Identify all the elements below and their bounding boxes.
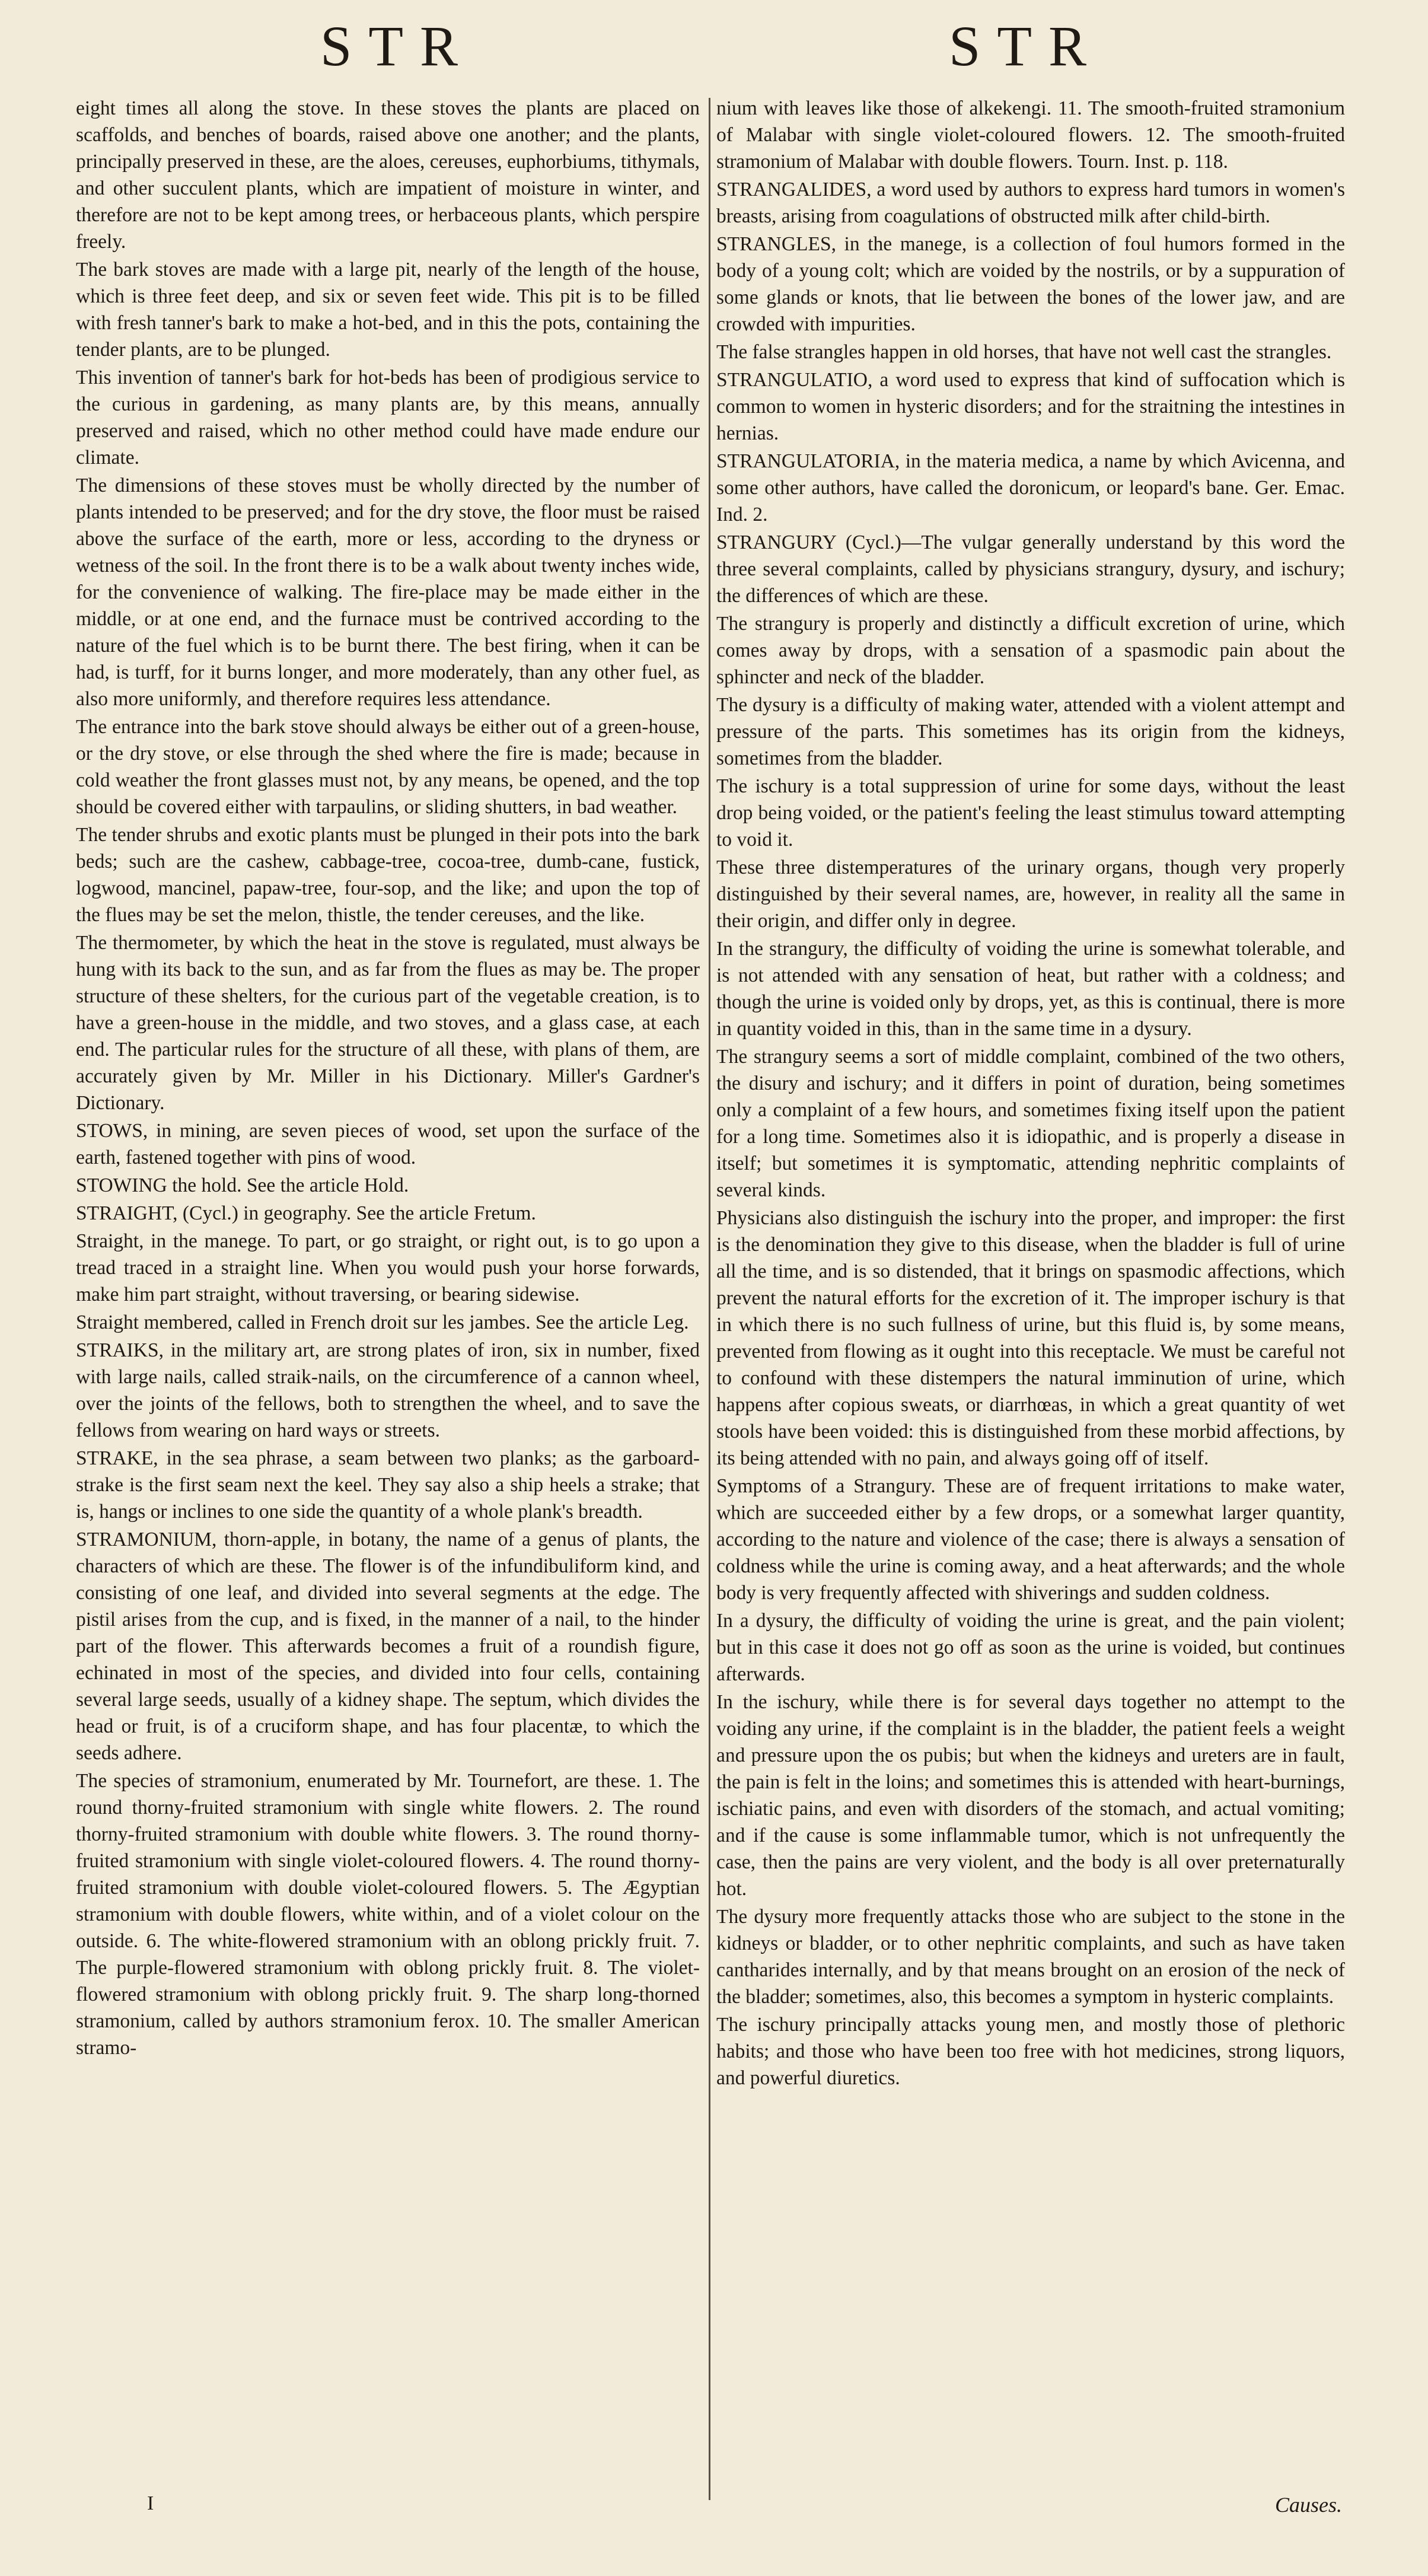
signature-mark: I	[147, 2492, 154, 2514]
paragraph: The dimensions of these stoves must be wholly directed by the number of plants intended to be preserved; and for the dry stove, the floor must be raised above the surface of the earth, more or less, according to the dryness or wetness of the soil. In the front there is to be a walk about twenty inches wide, for the convenience of walking. The fire-place may be made either in the middle, or at one end, and the furnace must be contrived according to the nature of the fuel which is to be burnt there. The best firing, when it can be had, is turff, for it burns longer, and more moderately, than any other fuel, as also more uniformly, and therefore requires less attendance.	[76, 475, 700, 710]
entry-strake: STRAKE, in the sea phrase, a seam between two planks; as the garboard-strake is the first seam next the keel. They say also a ship heels a strake; that is, hangs or inclines to one side the quantity of a whole plank's breadth.	[76, 1447, 700, 1523]
paragraph: The strangury is properly and distinctly a difficult excretion of urine, which comes away by drops, with a sensation of a spasmodic pain about the sphincter and neck of the bladder.	[716, 613, 1345, 688]
entry-straight-manege: Straight, in the manege. To part, or go straight, or right out, is to go upon a tread traced in a straight line. When you would push your horse forwards, make him part straight, without traversing, or bearing sidewise.	[76, 1230, 700, 1305]
paragraph: In a dysury, the difficulty of voiding the urine is great, and the pain violent; but in this case it does not go off as soon as the urine is voided, but continues afterwards.	[716, 1610, 1345, 1685]
paragraph: The ischury principally attacks young men, and mostly those of plethoric habits; and those who have been too free with hot medicines, strong liquors, and powerful diuretics.	[716, 2014, 1345, 2089]
paragraph: The dysury is a difficulty of making water, attended with a violent attempt and pressure of the parts. This sometimes has its origin from the kidneys, sometimes from the bladder.	[716, 694, 1345, 769]
left-column	[76, 95, 700, 2062]
running-header	[0, 13, 1428, 102]
paragraph: The entrance into the bark stove should always be either out of a green-house, or the dry stove, or else through the shed where the fire is made; because in cold weather the front glasses must not, by any means, be opened, and the top should be covered either with tarpaulins, or sliding shutters, in bad weather.	[76, 716, 700, 818]
entry-straiks: STRAIKS, in the military art, are strong plates of iron, six in number, fixed with large nails, called straik-nails, on the circumference of a cannon wheel, over the joints of the fellows, both to strengthen the wheel, and to save the fellows from wearing on hard ways or streets.	[76, 1339, 700, 1441]
paragraph: Symptoms of a Strangury. These are of frequent irritations to make water, which are succeeded either by a few drops, or a somewhat larger quantity, according to the nature and violence of the case; there is always a sensation of coldness while the urine is coming away, and a heat afterwards; and the whole body is very frequently affected with shiverings and sudden coldness.	[716, 1475, 1345, 1604]
catchword: Causes.	[1275, 2493, 1343, 2517]
entry-strangalides: STRANGALIDES, a word used by authors to express hard tumors in women's breasts, arising from coagulations of obstructed milk after child-birth.	[716, 179, 1345, 227]
paragraph: This invention of tanner's bark for hot-beds has been of prodigious service to the curious in gardening, as many plants are, by this means, annually preserved and raised, which no other method could have made endure our climate.	[76, 367, 700, 469]
entry-stramonium: STRAMONIUM, thorn-apple, in botany, the name of a genus of plants, the characters of which are these. The flower is of the infundibuliform kind, and consisting of one leaf, and divided into several segments at the edge. The pistil arises from the cup, and is fixed, in the manner of a nail, to the hinder part of the flower. This afterwards becomes a fruit of a roundish figure, echinated in most of the species, and divided into four cells, containing several large seeds, usually of a kidney shape. The septum, which divides the head or fruit, is of a cruciform shape, and has four placentæ, to which the seeds adhere.	[76, 1529, 700, 1764]
paragraph: eight times all along the stove. In these stoves the plants are placed on scaffolds, and benches of boards, raised above one another; and the plants, principally preserved in these, are the aloes, cereuses, euphorbiums, tithymals, and other succulent plants, which are impatient of moisture in winter, and therefore are not to be kept among trees, or herbaceous plants, which perspire freely.	[76, 97, 700, 253]
paragraph: The species of stramonium, enumerated by Mr. Tournefort, are these. 1. The round thorny-fruited stramonium with single white flowers. 2. The round thorny-fruited stramonium with double white flowers. 3. The round thorny-fruited stramonium with single violet-coloured flowers. 4. The round thorny-fruited stramonium with double violet-coloured flowers. 5. The Ægyptian stramonium with double flowers, white within, and of a violet colour on the outside. 6. The white-flowered stramonium with an oblong prickly fruit. 7. The purple-flowered stramonium with oblong prickly fruit. 8. The violet-flowered stramonium with oblong prickly fruit. 9. The sharp long-thorned stramonium, called by authors stramonium ferox. 10. The smaller American stramo-	[76, 1770, 700, 2059]
paragraph: In the ischury, while there is for several days together no attempt to the voiding any urine, if the complaint is in the bladder, the patient feels a weight and pressure upon the os pubis; but when the kidneys and ureters are in fault, the pain is felt in the loins; and sometimes this is attended with heart-burnings, ischiatic pains, and even with disorders of the stomach, and actual vomiting; and if the cause is some inflammable tumor, which is not unfrequently the case, then the pains are very violent, and the body is all over preternaturally hot.	[716, 1691, 1345, 1900]
column-divider	[709, 98, 710, 2500]
paragraph: The ischury is a total suppression of urine for some days, without the least drop being voided, or the patient's feeling the least stimulus toward attempting to void it.	[716, 775, 1345, 851]
paragraph: The tender shrubs and exotic plants must be plunged in their pots into the bark beds; such are the cashew, cabbage-tree, cocoa-tree, dumb-cane, fustick, logwood, mancinel, papaw-tree, four-sop, and the like; and upon the top of the flues may be set the melon, thistle, the tender cereuses, and the like.	[76, 824, 700, 926]
entry-stowing: STOWING the hold. See the article Hold.	[76, 1174, 409, 1196]
entry-strangles: STRANGLES, in the manege, is a collection of foul humors formed in the body of a young colt; which are voided by the nostrils, or by a suppuration of some glands or knots, that lie between the bones of the lower jaw, and are crowded with impurities.	[716, 233, 1345, 335]
header-left: STR	[320, 14, 475, 78]
right-column	[716, 95, 1345, 2093]
paragraph: The bark stoves are made with a large pit, nearly of the length of the house, which is three feet deep, and six or seven feet wide. This pit is to be filled with fresh tanner's bark to make a hot-bed, and in this the pots, containing the tender plants, are to be plunged.	[76, 259, 700, 361]
entry-stows: STOWS, in mining, are seven pieces of wood, set upon the surface of the earth, fastened together with pins of wood.	[76, 1120, 700, 1168]
paragraph: The false strangles happen in old horses, that have not well cast the strangles.	[716, 341, 1332, 363]
paragraph: Physicians also distinguish the ischury into the proper, and improper: the first is the denomination they give to this disease, when the bladder is full of urine all the time, and is so distended, that it brings on spasmodic affections, which prevent the natural efforts for the excretion of it. The improper ischury is that in which there is no such fullness of urine, but this fluid is, by some means, prevented from flowing as it ought into this receptacle. We must be careful not to confound with these distempers the natural imminution of urine, which happens after copious sweats, or diarrhœas, in which a great quantity of wet stools have been voided: this is distinguished from these morbid affections, by its being attended with no pain, and always going off of itself.	[716, 1207, 1345, 1469]
paragraph: The dysury more frequently attacks those who are subject to the stone in the kidneys or bladder, or to other nephritic complaints, and such as have taken cantharides internally, and by that means brought on an erosion of the neck of the bladder; sometimes, also, this becomes a symptom in hysteric complaints.	[716, 1906, 1345, 2008]
paragraph: nium with leaves like those of alkekengi. 11. The smooth-fruited stramonium of Malabar with single violet-coloured flowers. 12. The smooth-fruited stramonium of Malabar with double flowers. Tourn. Inst. p. 118.	[716, 97, 1345, 173]
entry-strangulatio: STRANGULATIO, a word used to express that kind of suffocation which is common to women in hysteric disorders; and for the straitning the intestines in hernias.	[716, 369, 1345, 444]
entry-straight: STRAIGHT, (Cycl.) in geography. See the article Fretum.	[76, 1202, 536, 1224]
entry-strangulatoria: STRANGULATORIA, in the materia medica, a name by which Avicenna, and some other authors, have called the doronicum, or leopard's bane. Ger. Emac. Ind. 2.	[716, 450, 1345, 526]
entry-strangury: STRANGURY (Cycl.)—The vulgar generally understand by this word the three several complaints, called by physicians strangury, dysury, and ischury; the differences of which are these.	[716, 531, 1345, 607]
paragraph: The thermometer, by which the heat in the stove is regulated, must always be hung with its back to the sun, and as far from the flues as may be. The proper structure of these shelters, for the curious part of the vegetable creation, is to have a green-house in the middle, and two stoves, and a glass case, at each end. The particular rules for the structure of all these, with plans of them, are accurately given by Mr. Miller in his Dictionary. Miller's Gardner's Dictionary.	[76, 932, 700, 1114]
paragraph: In the strangury, the difficulty of voiding the urine is somewhat tolerable, and is not attended with any sensation of heat, but rather with a coldness; and though the urine is voided only by drops, yet, as this is continual, there is more in quantity voided in this, than in the same time in a dysury.	[716, 938, 1345, 1040]
entry-straight-membered: Straight membered, called in French droit sur les jambes. See the article Leg.	[76, 1311, 689, 1333]
header-right: STR	[949, 14, 1104, 78]
paragraph: These three distemperatures of the urinary organs, though very properly distinguished by their several names, are, however, in reality all the same in their origin, and differ only in degree.	[716, 856, 1345, 932]
paragraph: The strangury seems a sort of middle complaint, combined of the two others, the disury and ischury; and it differs in point of duration, being sometimes only a complaint of a few hours, and sometimes fixing itself upon the patient for a long time. Sometimes also it is idiopathic, and is properly a disease in itself; but sometimes it is symptomatic, attending nephritic complaints of several kinds.	[716, 1046, 1345, 1201]
